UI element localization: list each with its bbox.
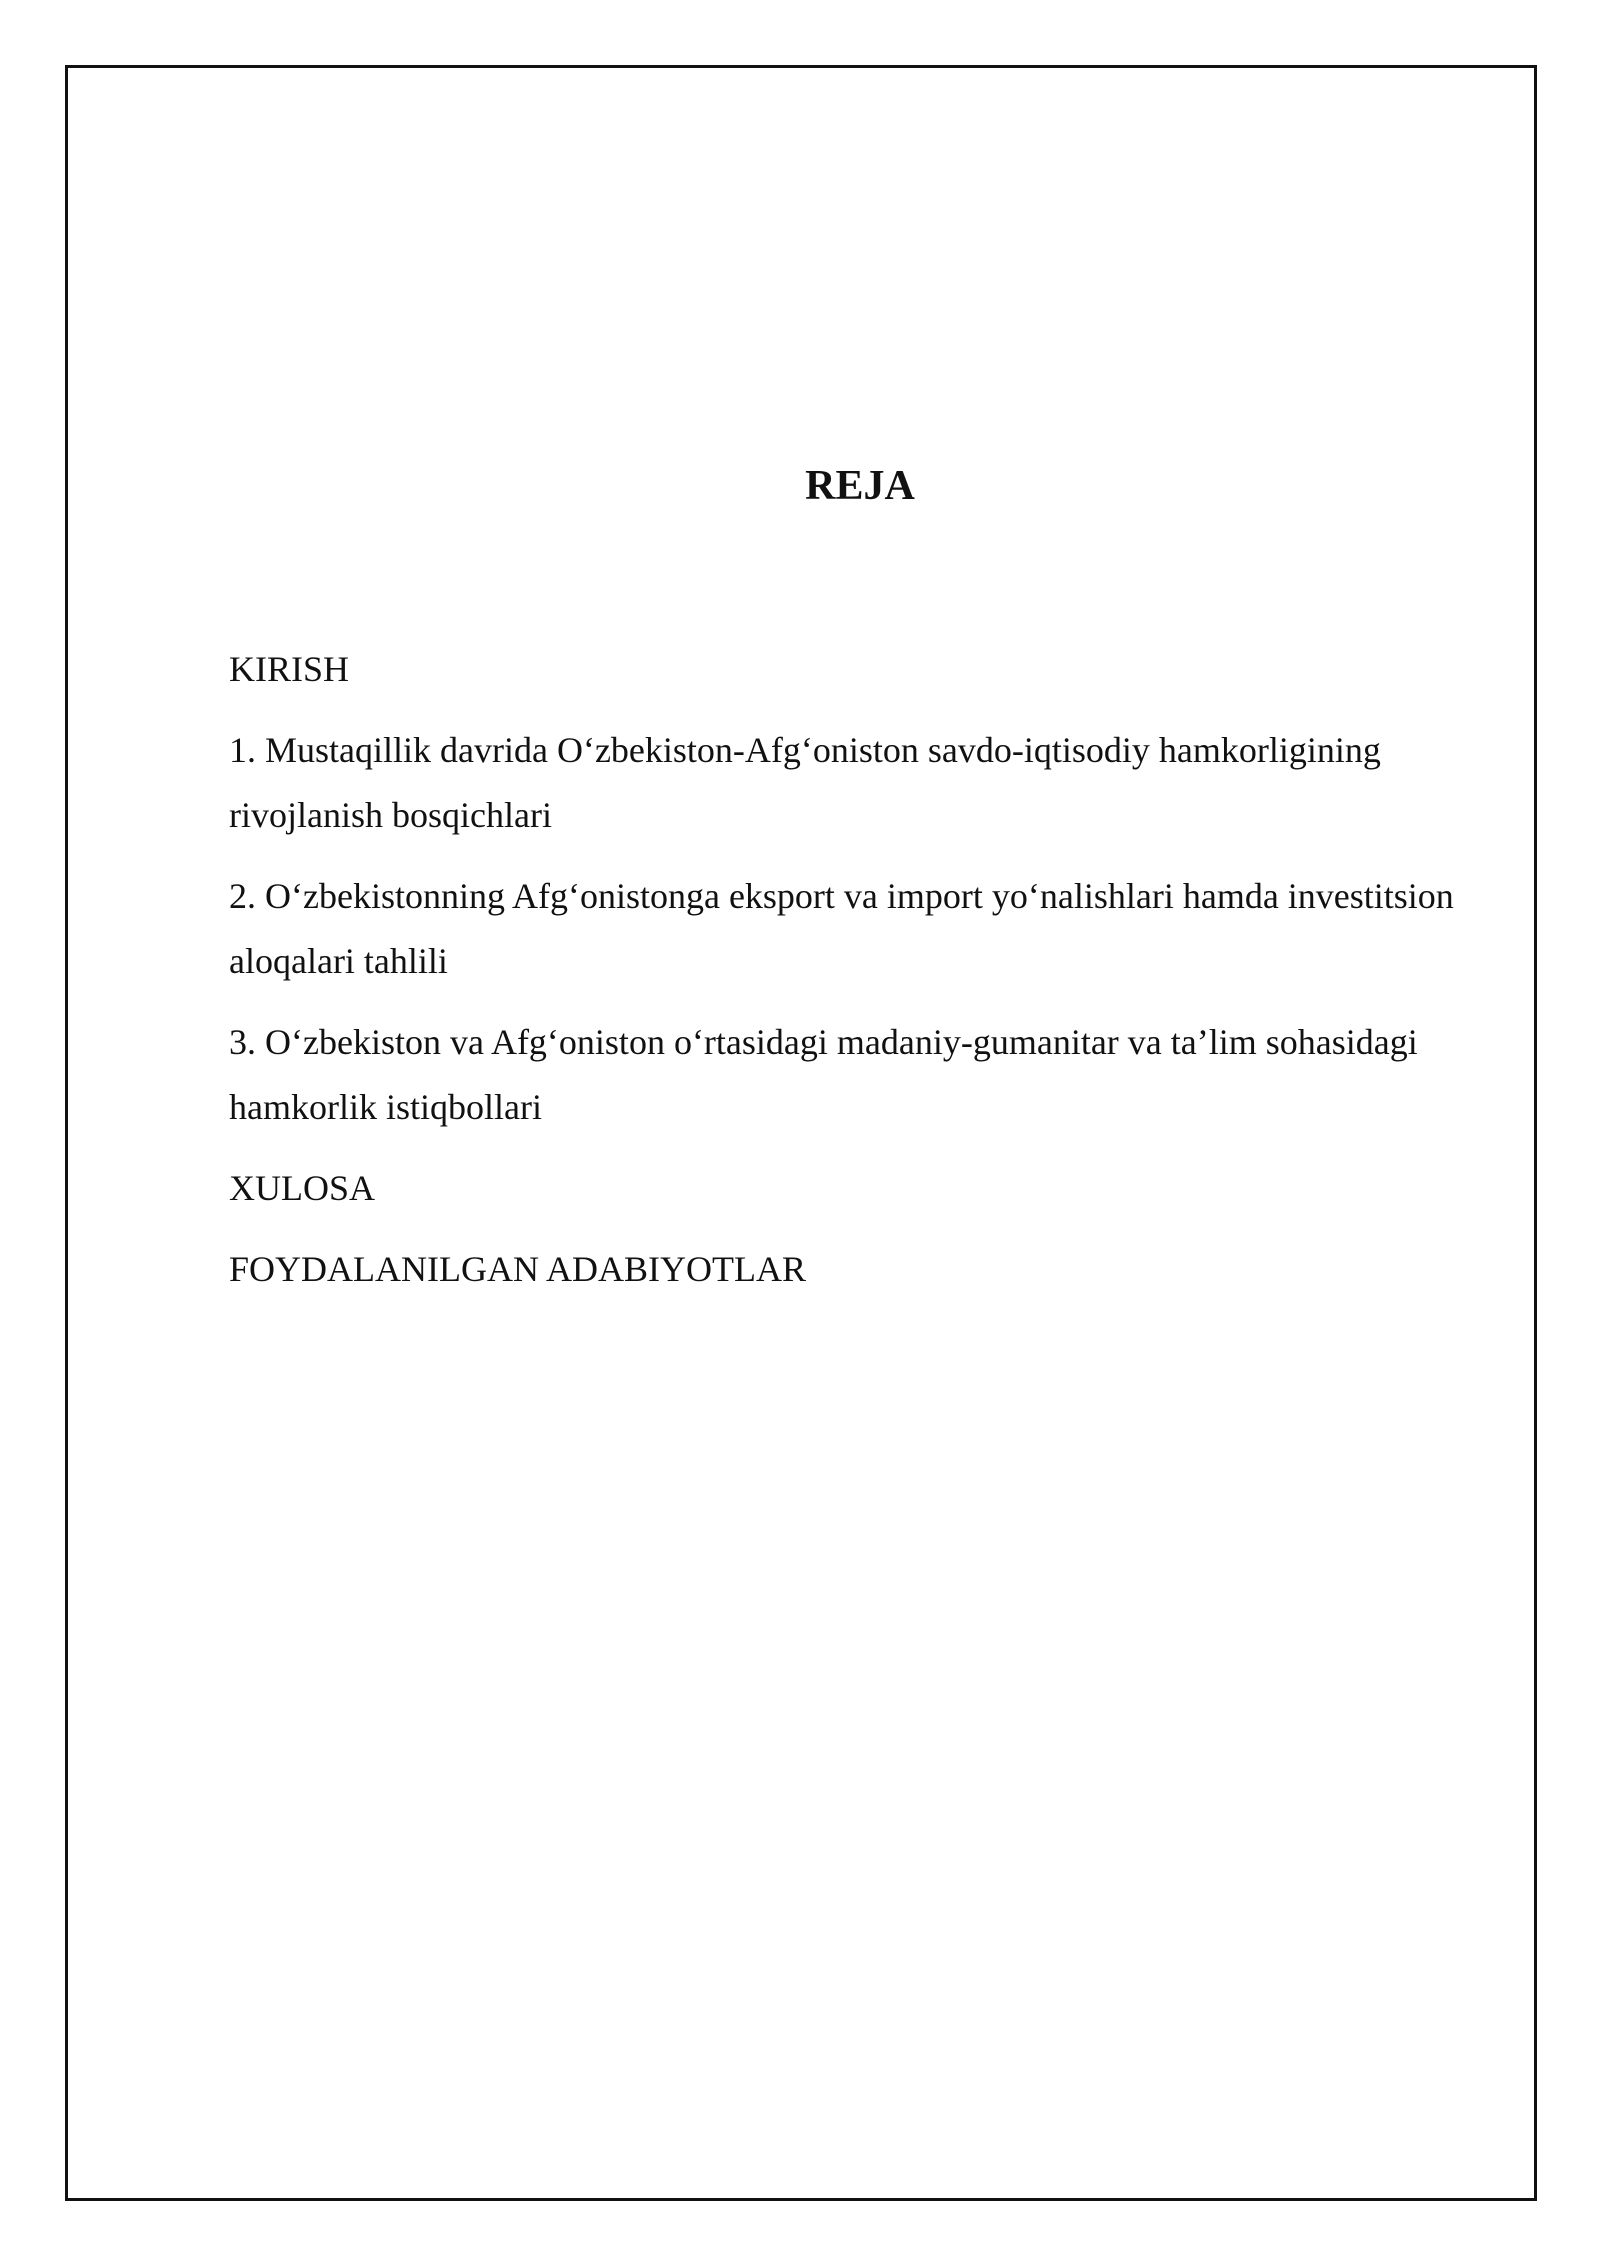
toc-item-chapter-2: 2. O‘zbekistonning Afg‘onistonga eksport va import yo‘nalishlari hamda investitsion aloqalari tahlili <box>229 876 1454 981</box>
toc-item-references: FOYDALANILGAN ADABIYOTLAR <box>229 1249 806 1289</box>
toc-item-introduction: KIRISH <box>229 649 350 689</box>
toc-item-conclusion: XULOSA <box>229 1168 376 1208</box>
table-of-contents <box>229 637 1499 1318</box>
toc-item-chapter-1: 1. Mustaqillik davrida O‘zbekiston-Afg‘oniston savdo-iqtisodiy hamkorligining rivojlanish bosqichlari <box>229 730 1381 835</box>
toc-item-chapter-3: 3. O‘zbekiston va Afg‘oniston o‘rtasidagi madaniy-gumanitar va ta’lim sohasidagi hamkorlik istiqbollari <box>229 1022 1418 1127</box>
page-title: REJA <box>805 463 915 509</box>
